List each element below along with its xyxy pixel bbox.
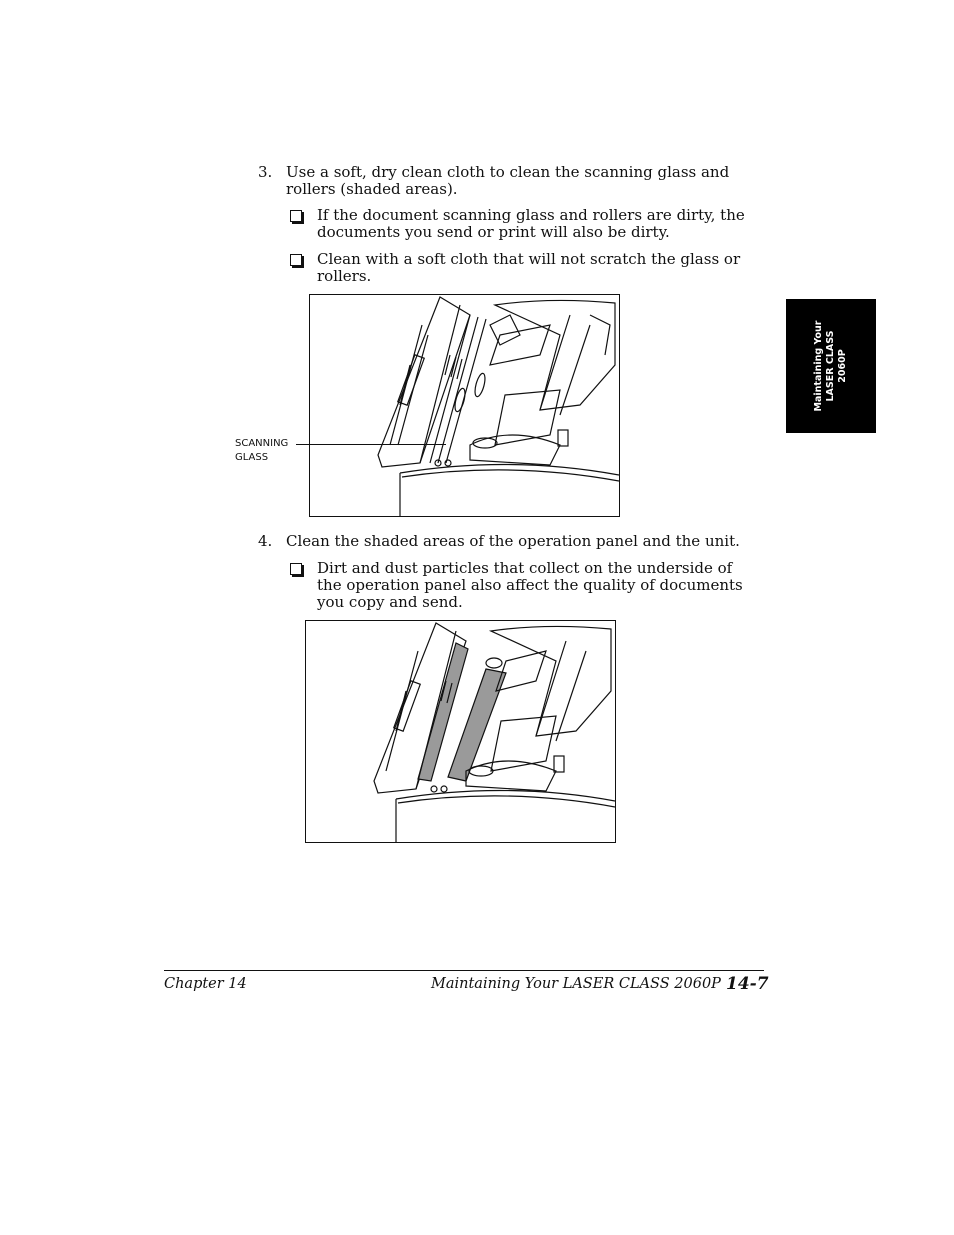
side-tab-line: 2060P [837, 349, 848, 383]
callout-leader-line [296, 444, 446, 445]
chapter-side-tab [786, 299, 876, 433]
scanner-drawing [310, 295, 619, 516]
side-tab-label [813, 301, 849, 431]
side-tab-line: Maintaining Your [813, 320, 824, 412]
footer-title: Maintaining Your LASER CLASS 2060P [431, 976, 721, 992]
checkbox-bullet-icon [290, 563, 302, 575]
bullet-text: If the document scanning glass and rollers are dirty, the documents you send or print will also be dirty. [317, 206, 745, 241]
checkbox-bullet-icon [290, 254, 302, 266]
bullet-text: Dirt and dust particles that collect on the underside of the operation panel also affect the quality of documents you copy and send. [317, 559, 743, 611]
callout-line: SCANNING [235, 438, 289, 449]
operation-panel-drawing [306, 621, 615, 842]
side-tab-line: LASER CLASS [825, 330, 836, 402]
page-number: 14-7 [726, 974, 769, 994]
step-text: Use a soft, dry clean cloth to clean the scanning glass and rollers (shaded areas). [286, 163, 730, 198]
footer-chapter: Chapter 14 [164, 976, 247, 992]
bullet-text: Clean with a soft cloth that will not scratch the glass or rollers. [317, 250, 741, 285]
footer-rule [164, 970, 764, 971]
step-number: 4. [258, 532, 273, 550]
callout-scanning-glass [235, 437, 288, 465]
scanner-illustration-2 [305, 620, 616, 843]
step-number: 3. [258, 163, 273, 181]
checkbox-bullet-icon [290, 210, 302, 222]
scanner-illustration-1 [309, 294, 620, 517]
step-text: Clean the shaded areas of the operation panel and the unit. [286, 532, 740, 550]
callout-line: GLASS [235, 452, 269, 463]
